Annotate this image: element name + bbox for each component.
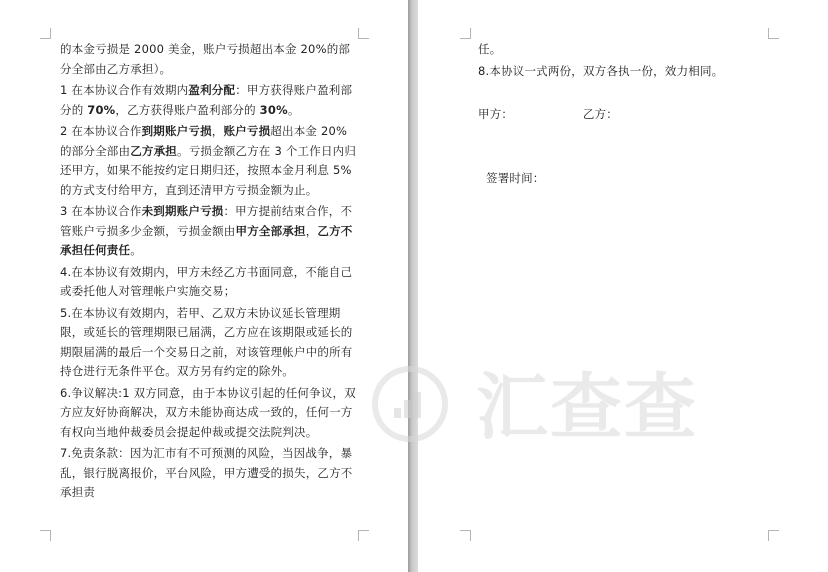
text-run: 6.争议解决:1 双方同意，由于本协议引起的任何争议，双方应友好协商解决，双方未能协商达成一致的，任何一方有权向当地仲裁委员会提起仲裁或提交法院判决。 [60,385,356,439]
bold-text: 乙方承担 [130,143,178,158]
bold-text: 未到期账户亏损 [141,204,224,218]
crop-mark [40,28,51,39]
text-run: 5.在本协议有效期内，若甲、乙双方未协议延长管理期限，或延长的管理期限已届满，乙方应在该期限或延长的期限届满的最后一个交易日之前，对该管理帐户中的所有持仓进行无条件平仓。双方另有约定的除外。 [60,305,353,378]
text-run: 2 在本协议合作 [60,124,142,138]
bold-text: 账户亏损 [223,124,271,138]
paragraph [60,40,358,79]
text-run: 4.在本协议有效期内，甲方未经乙方书面同意，不能自己或委托他人对管理帐户实施交易； [60,264,353,298]
paragraph [60,81,358,120]
party-a-label: 甲方： [478,107,514,121]
party-b-label: 乙方： [582,107,618,121]
text-run: 。亏损金额乙方在 3 个工作日内归还甲方，如果不能按约定日期归还，按照本金月利息 5%的方式支付给甲方，直到还清甲方亏损金额为止。 [60,143,357,197]
text-run: 。 [130,243,142,257]
page-gutter [408,0,418,572]
text-run: 7.免责条款：因为汇市有不可预测的风险，当因战争，暴乱，银行脱离报价，平台风险，甲方遭受的损失，乙方不承担责 [60,446,353,499]
bold-text: 盈利分配 [188,83,236,97]
text-run: ：甲方获得账户盈利部分的 [60,83,353,117]
paragraph [60,444,358,503]
paragraph [60,384,358,443]
watermark [372,362,712,472]
clause-8: 8.本协议一式两份，双方各执一份，效力相同。 [478,63,724,78]
text-run: ， [305,223,318,238]
right-page-body [478,40,768,190]
text-run: 。 [287,102,300,117]
signature-row [478,105,768,125]
crop-mark [460,28,471,39]
crop-mark [358,530,369,541]
crop-mark [358,28,369,39]
bar-chart-bars [394,388,428,418]
bold-text: 乙方不承担任何责任 [60,223,353,257]
sign-time-label: 签署时间： [486,170,545,185]
paragraph [60,304,358,382]
paragraph [60,122,358,200]
bold-text: 30% [259,102,288,117]
left-page-body [60,40,358,505]
crop-mark [768,530,779,541]
crop-mark [768,28,779,39]
text-run: 3 在本协议合作 [60,204,142,218]
text-run: 1 在本协议合作有效期内 [60,83,189,97]
text-run: 超出本金 20%的部分全部由 [60,124,348,158]
crop-mark [40,530,51,541]
text-run: ， [211,124,224,138]
paragraph [60,263,358,302]
text-run: 的本金亏损是 2000 美金，账户亏损超出本金 20%的部分全部由乙方承担）。 [60,42,351,76]
paragraph [60,202,358,261]
watermark-text: 汇查查 [476,365,699,449]
continuation-text: 任。 [478,42,502,56]
crop-mark [460,530,471,541]
bold-text: 70% [87,102,116,117]
text-run: ，乙方获得账户盈利部分的 [115,102,260,117]
text-run: ：甲方提前结束合作，不管账户亏损多少金额，亏损金额由 [60,204,353,238]
bold-text: 甲方全部承担 [235,223,306,238]
bold-text: 到期账户亏损 [141,124,212,138]
